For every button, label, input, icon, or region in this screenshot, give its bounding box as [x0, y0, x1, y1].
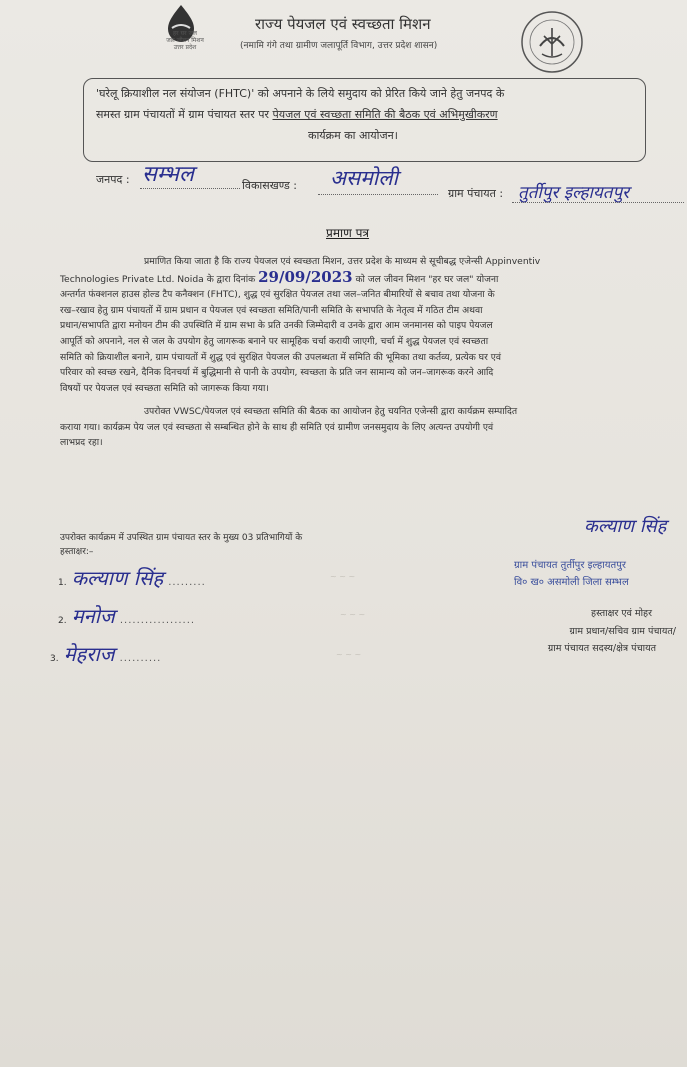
logo-caption-line: हर घर जल: [173, 30, 197, 37]
logo-caption-line: जल जीवन मिशन: [166, 37, 204, 44]
participant-row: [58, 602, 195, 629]
participant-row: [50, 640, 161, 667]
authority-caption-2: ग्राम प्रधान/सचिव ग्राम पंचायत/: [569, 626, 676, 637]
signature-dots: .........: [168, 577, 206, 588]
janpad-label: जनपद :: [96, 173, 130, 186]
program-line-2: [96, 107, 498, 122]
gram-panchayat-underline: [512, 202, 684, 203]
para1-segment: को जल जीवन मिशन "हर घर जल" योजना: [355, 273, 499, 285]
para1-line: अन्तर्गत फंक्शनल हाउस होल्ड टैप कनैक्शन (FHTC), शुद्ध एवं सुरक्षित पेयजल तथा जल–जनित बीमारियों से बचाव तथा योजना के: [60, 289, 495, 301]
logo-caption-line: उत्तर प्रदेश: [173, 44, 197, 51]
participant-signature: मेहराज: [63, 642, 115, 666]
para1-segment: Technologies Private Ltd. Noida के द्वारा दिनांक: [60, 273, 256, 285]
para1-line-with-date: [60, 267, 676, 288]
participants-signature-label: हस्ताक्षर:–: [60, 547, 94, 557]
program-line-2-prefix: समस्त ग्राम पंचायतों में ग्राम पंचायत स्तर पर: [96, 108, 269, 121]
participants-intro: उपरोक्त कार्यक्रम में उपस्थित ग्राम पंचायत स्तर के मुख्य 03 प्रतिभागियों के: [60, 533, 303, 543]
para2-line: लाभप्रद रहा।: [60, 437, 103, 449]
vikaskhand-label: विकासखण्ड :: [242, 179, 298, 192]
certificate-heading: प्रमाण पत्र: [326, 226, 370, 240]
program-line-2-underlined: पेयजल एवं स्वच्छता समिति की बैठक एवं अभिमुखीकरण: [272, 108, 498, 121]
para1-line: विषयों पर पेयजल एवं स्वच्छता समिति को जागरूक किया गया।: [60, 382, 269, 394]
bleed-through-mark: ~ ~ ~: [340, 610, 366, 619]
stamp-line-1: ग्राम पंचायत तुर्तीपुर इल्हायतपुर: [514, 560, 627, 571]
para2-line: उपरोक्त VWSC/पेयजल एवं स्वच्छता समिति की बैठक का आयोजन हेतु चयनित एजेन्सी द्वारा कार्यक्रम सम्पादित: [144, 406, 518, 417]
stamp-line-2: वि० ख० असमोली जिला सम्भल: [514, 577, 629, 588]
participant-row: [58, 564, 206, 591]
participant-number: 3.: [50, 654, 59, 664]
para1-line: रख–रखाव हेतु ग्राम पंचायतों में ग्राम प्रधान व पेयजल एवं स्वच्छता समिति/पानी समिति के सभापति के नेतृत्व में गठित टीम अथवा: [60, 304, 483, 316]
certificate-paragraph-2: [60, 404, 676, 451]
participant-signature: मनोज: [71, 604, 115, 628]
program-line-3: कार्यक्रम का आयोजन।: [308, 129, 398, 142]
para1-line: प्रधान/सभापति द्वारा मनोयन टीम की उपस्थिति में ग्राम सभा के प्रति उनकी जिम्मेदारी व उनके द्वारा आम जनमानस को पाइप पेयजल: [60, 320, 493, 332]
participant-number: 2.: [58, 616, 67, 626]
program-date: 29/09/2023: [258, 267, 353, 286]
header-title: राज्य पेयजल एवं स्वच्छता मिशन: [255, 15, 431, 33]
para1-line: परिवार को स्वच्छ रखने, दैनिक दिनचर्या में बुद्धिमानी से पानी के उपयोग, स्वच्छता के प्रति जन सामान्य को जन–जागरूक करने आदि: [60, 367, 494, 379]
gram-panchayat-value: तुर्तीपुर इल्हायतपुर: [518, 183, 630, 203]
participant-signature: कल्याण सिंह: [71, 566, 164, 590]
vikaskhand-value: असमोली: [330, 166, 398, 190]
header-subtitle: (नमामि गंगे तथा ग्रामीण जलापूर्ति विभाग, उत्तर प्रदेश शासन): [240, 41, 438, 51]
para1-line: आपूर्ति को अपनाने, नल से जल के उपयोग हेतु जागरूक बनाने पर सामूहिक चर्चा करायी जाएगी, चर्चा में शुद्ध पेयजल एवं स्वच्छता: [60, 335, 489, 347]
up-government-seal-icon: [520, 10, 584, 74]
certificate-paragraph-1: [60, 254, 676, 396]
para2-line: कराया गया। कार्यक्रम पेय जल एवं स्वच्छता से सम्बन्धित होने के साथ ही समिति एवं ग्रामीण जनसमुदाय के लिए अत्यन्त उपयोगी एवं: [60, 421, 494, 433]
janpad-value: सम्भल: [142, 162, 194, 187]
janpad-underline: [140, 188, 240, 189]
participant-number: 1.: [58, 578, 67, 588]
bleed-through-mark: ~ ~ ~: [330, 572, 356, 581]
gram-panchayat-label: ग्राम पंचायत :: [448, 187, 504, 200]
signature-dots: ..................: [119, 615, 196, 626]
bleed-through-mark: ~ ~ ~: [336, 650, 362, 659]
logo-caption: [164, 30, 206, 51]
program-line-1: 'घरेलू क्रियाशील नल संयोजन (FHTC)' को अपनाने के लिये समुदाय को प्रेरित किये जाने हेतु जनपद के: [96, 87, 505, 100]
para1-line: प्रमाणित किया जाता है कि राज्य पेयजल एवं स्वच्छता मिशन, उत्तर प्रदेश के माध्यम से सूचीबद्ध एजेन्सी Appinventiv: [144, 256, 541, 267]
vikaskhand-underline: [318, 194, 438, 195]
authority-caption-3: ग्राम पंचायत सदस्य/क्षेत्र पंचायत: [547, 643, 656, 654]
para1-line: समिति को क्रियाशील बनाने, ग्राम पंचायतों में शुद्ध एवं सुरक्षित पेयजल की उपलब्धता में समिति की भूमिका तथा कर्तव्य, प्रत्येक घर एवं: [60, 351, 501, 363]
authority-signature: कल्याण सिंह: [584, 516, 667, 537]
authority-caption-1: हस्ताक्षर एवं मोहर: [591, 608, 652, 619]
signature-dots: ..........: [119, 653, 162, 664]
